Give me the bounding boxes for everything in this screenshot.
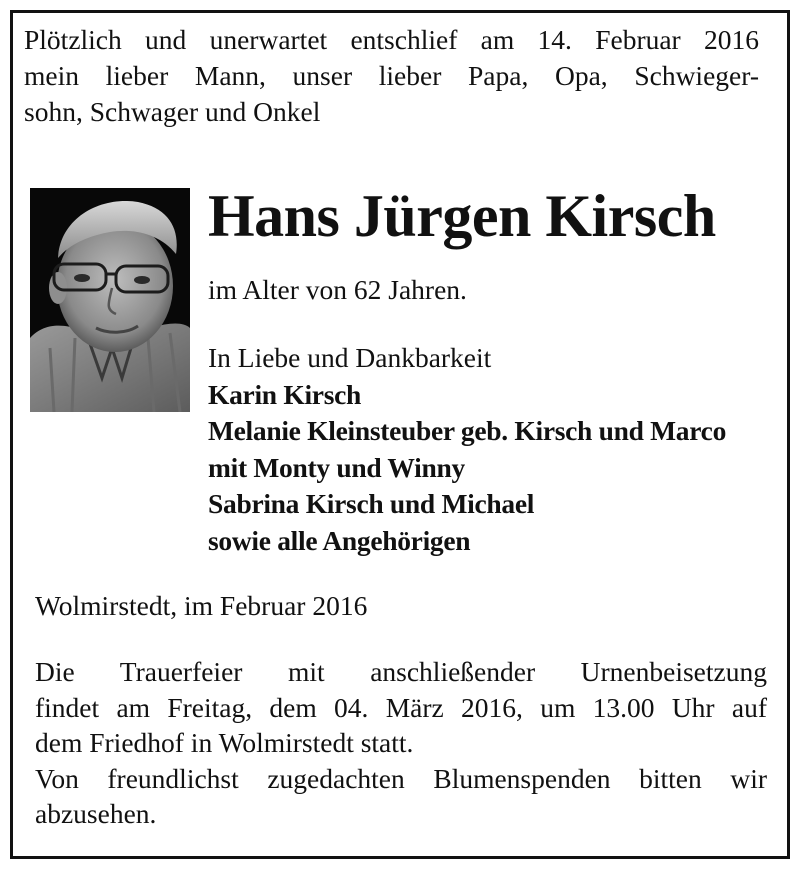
mourner-name: Sabrina Kirsch und Michael (208, 488, 535, 519)
mourner-name: Karin Kirsch (208, 378, 361, 410)
portrait-photo (30, 188, 190, 412)
intro-text (24, 22, 759, 130)
intro-line: sohn, Schwager und Onkel (24, 96, 321, 127)
mourner-name: mit Monty und Winny (208, 451, 465, 483)
ceremony-line: Die Trauerfeier mit anschließender Urnenbeisetzung (35, 656, 767, 687)
ceremony-text (35, 654, 767, 832)
mourners-intro: In Liebe und Dankbarkeit (208, 342, 492, 373)
ceremony-line: dem Friedhof in Wolmirstedt statt. (35, 727, 414, 758)
deceased-name: Hans Jürgen Kirsch (208, 183, 716, 249)
ceremony-line: Von freundlichst zugedachten Blumenspenden bitten wir (35, 762, 767, 794)
ceremony-line: findet am Freitag, dem 04. März 2016, um 13.00 Uhr auf (35, 691, 767, 723)
mourner-name: Melanie Kleinsteuber geb. Kirsch und Marco (208, 415, 727, 446)
intro-line: Plötzlich und unerwartet entschlief am 14. Februar 2016 (24, 24, 759, 55)
place-date: Wolmirstedt, im Februar 2016 (35, 590, 368, 621)
ceremony-line: abzusehen. (35, 798, 157, 829)
mourner-name: sowie alle Angehörigen (208, 524, 471, 556)
age-statement: im Alter von 62 Jahren. (208, 274, 467, 305)
intro-line: mein lieber Mann, unser lieber Papa, Opa, Schwieger- (24, 60, 759, 91)
mourners-block (208, 340, 726, 559)
